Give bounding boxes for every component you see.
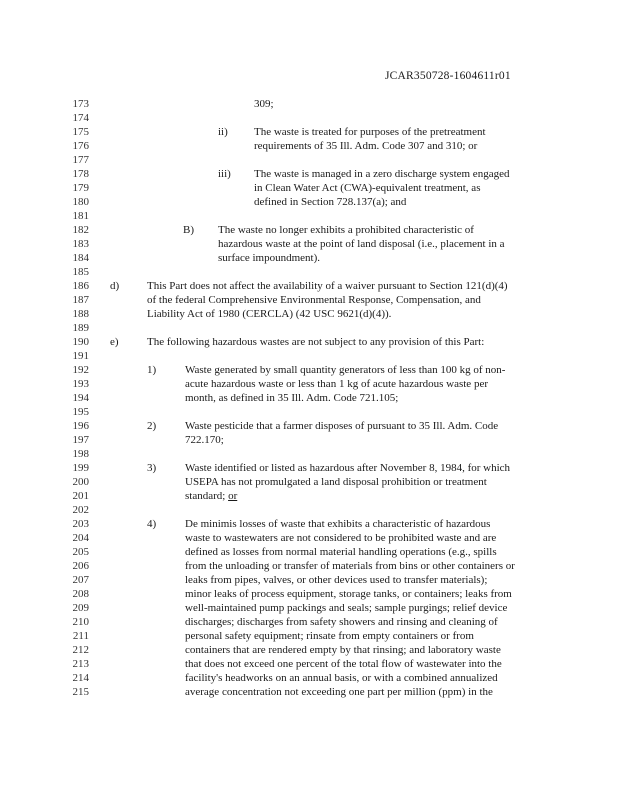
- line-number: 213: [72, 658, 89, 670]
- text-line-196: Waste pesticide that a farmer disposes of pursuant to 35 Ill. Adm. Code: [185, 420, 499, 432]
- text-line-199: Waste identified or listed as hazardous after November 8, 1984, for which: [185, 462, 511, 474]
- text-line-204: waste to wastewaters are not considered to be prohibited waste and are: [185, 532, 497, 544]
- text-line-182: The waste no longer exhibits a prohibited characteristic of: [218, 224, 474, 236]
- line-number: 190: [72, 336, 89, 348]
- text-line-188: Liability Act of 1980 (CERCLA) (42 USC 9621(d)(4)).: [147, 308, 392, 320]
- line-number: 199: [72, 462, 89, 474]
- line-number: 189: [72, 322, 89, 334]
- line-number: 179: [72, 182, 89, 194]
- line-number: 192: [72, 364, 89, 376]
- line-number: 187: [72, 294, 89, 306]
- text-line-176: requirements of 35 Ill. Adm. Code 307 and 310; or: [254, 140, 478, 152]
- text-line-208: minor leaks of process equipment, storage tanks, or containers; leaks from: [185, 588, 512, 600]
- text-line-213: that does not exceed one percent of the total flow of wastewater into the: [185, 658, 502, 670]
- line-number: 185: [72, 266, 89, 278]
- text-line-180: defined in Section 728.137(a); and: [254, 196, 407, 208]
- text-line-215: average concentration not exceeding one part per million (ppm) in the: [185, 686, 493, 698]
- line-number: 212: [72, 644, 89, 656]
- text-line-193: acute hazardous waste or less than 1 kg of acute hazardous waste per: [185, 378, 488, 390]
- line-number: 200: [72, 476, 89, 488]
- text-line-206: from the unloading or transfer of materials from bins or other containers or: [185, 560, 515, 572]
- line-number: 176: [72, 140, 89, 152]
- text-line-203: De minimis losses of waste that exhibits a characteristic of hazardous: [185, 518, 491, 530]
- line-number: 184: [72, 252, 89, 264]
- marker-ii: ii): [218, 126, 228, 138]
- text-line-209: well-maintained pump packings and seals; sample purgings; relief device: [185, 602, 508, 614]
- marker-iii: iii): [218, 168, 231, 180]
- underlined-or: or: [228, 490, 238, 502]
- marker-4: 4): [147, 518, 157, 530]
- text-line-175: The waste is treated for purposes of the pretreatment: [254, 126, 486, 138]
- line-number: 195: [72, 406, 89, 418]
- text-line-190: The following hazardous wastes are not subject to any provision of this Part:: [147, 336, 485, 348]
- text-line-173: 309;: [254, 98, 274, 110]
- text-line-183: hazardous waste at the point of land disposal (i.e., placement in a: [218, 238, 505, 250]
- line-number: 186: [72, 280, 89, 292]
- page-header-doc-id: JCAR350728-1604611r01: [385, 70, 511, 82]
- line-number: 183: [72, 238, 89, 250]
- text-line-212: containers that are rendered empty by that rinsing; and laboratory waste: [185, 644, 501, 656]
- text-line-201-main: standard;: [185, 490, 226, 502]
- line-number: 206: [72, 560, 89, 572]
- line-number: 208: [72, 588, 89, 600]
- marker-e: e): [110, 336, 119, 348]
- line-number: 193: [72, 378, 89, 390]
- line-number: 202: [72, 504, 89, 516]
- line-number: 175: [72, 126, 89, 138]
- line-number: 204: [72, 532, 89, 544]
- line-number: 191: [72, 350, 89, 362]
- line-number: 178: [72, 168, 89, 180]
- line-number: 215: [72, 686, 89, 698]
- line-number: 177: [72, 154, 89, 166]
- line-number: 196: [72, 420, 89, 432]
- text-line-214: facility's headworks on an annual basis, or with a combined annualized: [185, 672, 498, 684]
- line-number: 205: [72, 546, 89, 558]
- line-number: 209: [72, 602, 89, 614]
- text-line-207: leaks from pipes, valves, or other devices used to transfer materials);: [185, 574, 488, 586]
- line-number: 203: [72, 518, 89, 530]
- text-line-200: USEPA has not promulgated a land disposal prohibition or treatment: [185, 476, 487, 488]
- line-number: 182: [72, 224, 89, 236]
- marker-3: 3): [147, 462, 157, 474]
- text-line-184: surface impoundment).: [218, 252, 321, 264]
- line-number: 181: [72, 210, 89, 222]
- text-line-186: This Part does not affect the availability of a waiver pursuant to Section 121(d)(4): [147, 280, 508, 292]
- text-line-197: 722.170;: [185, 434, 224, 446]
- line-number: 198: [72, 448, 89, 460]
- text-line-201: [185, 489, 237, 503]
- line-number: 210: [72, 616, 89, 628]
- text-line-211: personal safety equipment; rinsate from empty containers or from: [185, 630, 474, 642]
- line-number: 211: [72, 630, 89, 642]
- text-line-178: The waste is managed in a zero discharge system engaged: [254, 168, 510, 180]
- marker-1: 1): [147, 364, 157, 376]
- line-number: 180: [72, 196, 89, 208]
- text-line-194: month, as defined in 35 Ill. Adm. Code 721.105;: [185, 392, 399, 404]
- text-line-210: discharges; discharges from safety showers and rinsing and cleaning of: [185, 616, 498, 628]
- marker-B: B): [183, 224, 194, 236]
- text-line-192: Waste generated by small quantity generators of less than 100 kg of non-: [185, 364, 506, 376]
- line-number: 207: [72, 574, 89, 586]
- line-number: 197: [72, 434, 89, 446]
- line-number: 214: [72, 672, 89, 684]
- line-number: 174: [72, 112, 89, 124]
- line-number: 188: [72, 308, 89, 320]
- line-number: 201: [72, 490, 89, 502]
- marker-d: d): [110, 280, 120, 292]
- marker-2: 2): [147, 420, 157, 432]
- line-number: 173: [72, 98, 89, 110]
- text-line-179: in Clean Water Act (CWA)-equivalent treatment, as: [254, 182, 481, 194]
- line-number: 194: [72, 392, 89, 404]
- text-line-205: defined as losses from normal material handling operations (e.g., spills: [185, 546, 497, 558]
- text-line-187: of the federal Comprehensive Environmental Response, Compensation, and: [147, 294, 481, 306]
